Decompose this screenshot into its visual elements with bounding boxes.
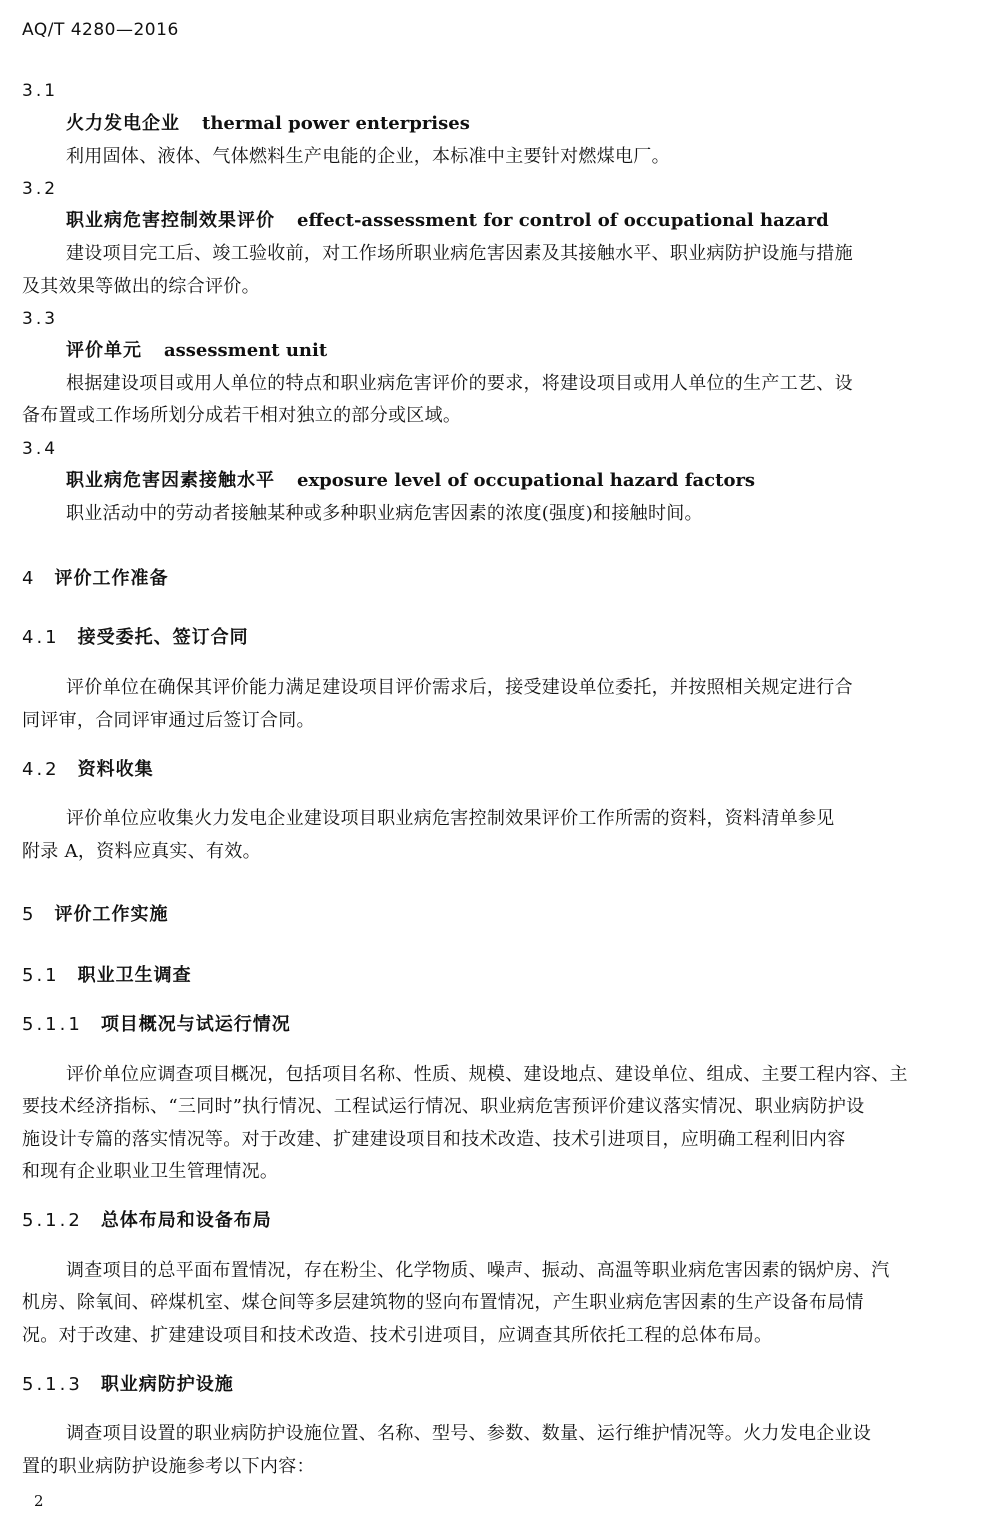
page-number: 2 [34, 1492, 44, 1510]
term-definition: 根据建设项目或用人单位的特点和职业病危害评价的要求，将建设项目或用人单位的生产工艺、设 [66, 373, 853, 394]
section-title: 评价工作实施 [54, 904, 169, 925]
paragraph-line: 调查项目设置的职业病防护设施位置、名称、型号、参数、数量、运行维护情况等。火力发电企业设 [66, 1423, 872, 1444]
section-heading [22, 904, 1002, 926]
term-zh: 火力发电企业 [66, 113, 180, 134]
subsection-heading [22, 1374, 1002, 1396]
subsection-title: 接受委托、签订合同 [77, 627, 249, 648]
term-en: thermal power enterprises [202, 113, 470, 134]
subsection-heading [22, 759, 1002, 781]
term-number: 3.3 [22, 309, 59, 329]
term-heading [66, 210, 1002, 232]
paragraph-line: 要技术经济指标、“三同时”执行情况、工程试运行情况、职业病危害预评价建议落实情况、职业病防护设 [22, 1096, 865, 1117]
subsection-number: 4.2 [22, 759, 60, 780]
term-zh: 职业病危害因素接触水平 [66, 470, 275, 491]
subsection-number: 4.1 [22, 627, 60, 648]
term-definition: 利用固体、液体、气体燃料生产电能的企业，本标准中主要针对燃煤电厂。 [66, 146, 670, 167]
subsection-title: 职业病防护设施 [100, 1374, 234, 1395]
subsection-heading [22, 965, 1002, 987]
section-number: 5 [22, 904, 37, 925]
subsection-title: 资料收集 [77, 759, 154, 780]
paragraph-line: 机房、除氧间、碎煤机室、煤仓间等多层建筑物的竖向布置情况，产生职业病危害因素的生产设备布局情 [22, 1292, 864, 1313]
term-number: 3.1 [22, 81, 59, 101]
term-heading [66, 340, 1002, 362]
subsection-title: 项目概况与试运行情况 [100, 1014, 291, 1035]
term-definition: 备布置或工作场所划分成若干相对独立的部分或区域。 [22, 405, 462, 426]
term-definition: 及其效果等做出的综合评价。 [22, 276, 260, 297]
term-number: 3.4 [22, 439, 59, 459]
term-en: assessment unit [164, 340, 328, 361]
paragraph-line: 调查项目的总平面布置情况，存在粉尘、化学物质、噪声、振动、高温等职业病危害因素的锅炉房、汽 [66, 1260, 890, 1281]
paragraph-line: 同评审，合同评审通过后签订合同。 [22, 710, 315, 731]
paragraph-line: 置的职业病防护设施参考以下内容： [22, 1456, 315, 1477]
subsection-title: 总体布局和设备布局 [100, 1210, 272, 1231]
term-en: exposure level of occupational hazard factors [297, 470, 756, 491]
paragraph-line: 况。对于改建、扩建建设项目和技术改造、技术引进项目，应调查其所依托工程的总体布局。 [22, 1325, 773, 1346]
standard-code: AQ/T 4280—2016 [22, 20, 179, 40]
term-heading [66, 470, 1002, 492]
subsection-heading [22, 1210, 1002, 1232]
subsection-heading [22, 627, 1002, 649]
subsection-number: 5.1 [22, 965, 60, 986]
subsection-heading [22, 1014, 1002, 1036]
term-zh: 职业病危害控制效果评价 [66, 210, 275, 231]
subsection-number: 5.1.1 [22, 1014, 83, 1035]
paragraph-line: 附录 A，资料应真实、有效。 [22, 841, 261, 862]
term-number: 3.2 [22, 179, 59, 199]
paragraph-line: 评价单位应收集火力发电企业建设项目职业病危害控制效果评价工作所需的资料，资料清单参见 [66, 808, 835, 829]
paragraph-line: 施设计专篇的落实情况等。对于改建、扩建建设项目和技术改造、技术引进项目，应明确工程利旧内容 [22, 1129, 846, 1150]
term-zh: 评价单元 [66, 340, 142, 361]
term-definition: 职业活动中的劳动者接触某种或多种职业病危害因素的浓度(强度)和接触时间。 [66, 503, 703, 524]
section-heading [22, 568, 1002, 590]
section-title: 评价工作准备 [54, 568, 169, 589]
paragraph-line: 评价单位在确保其评价能力满足建设项目评价需求后，接受建设单位委托，并按照相关规定进行合 [66, 677, 853, 698]
term-definition: 建设项目完工后、竣工验收前，对工作场所职业病危害因素及其接触水平、职业病防护设施与措施 [66, 243, 853, 264]
subsection-number: 5.1.2 [22, 1210, 83, 1231]
term-en: effect-assessment for control of occupational hazard [297, 210, 829, 231]
section-number: 4 [22, 568, 37, 589]
paragraph-line: 评价单位应调查项目概况，包括项目名称、性质、规模、建设地点、建设单位、组成、主要工程内容、主 [66, 1064, 908, 1085]
subsection-title: 职业卫生调查 [77, 965, 192, 986]
term-heading [66, 113, 1002, 135]
subsection-number: 5.1.3 [22, 1374, 83, 1395]
paragraph-line: 和现有企业职业卫生管理情况。 [22, 1161, 279, 1182]
